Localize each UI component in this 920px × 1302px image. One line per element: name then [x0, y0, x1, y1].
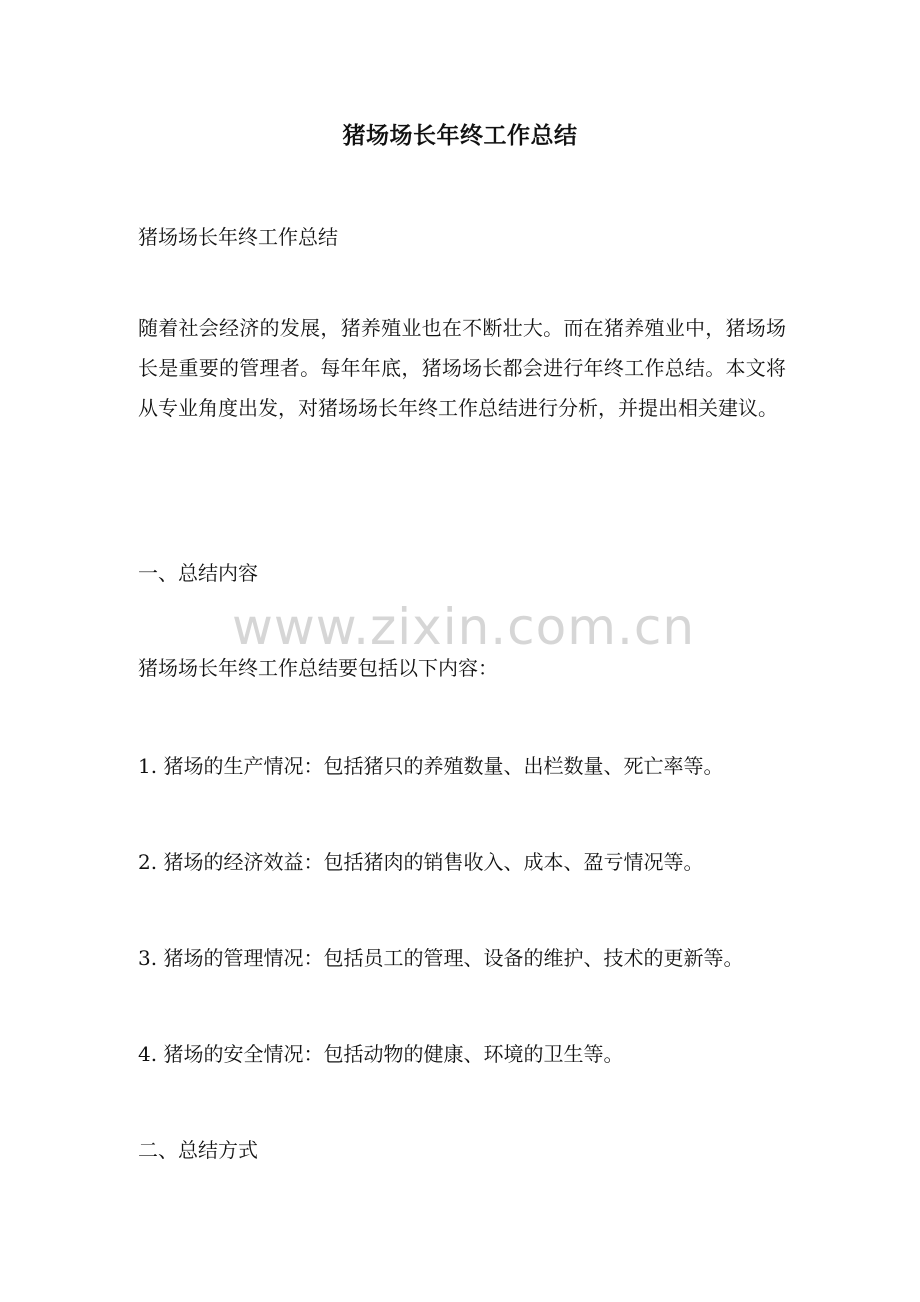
intro-paragraph: 随着社会经济的发展，猪养殖业也在不断壮大。而在猪养殖业中，猪场场长是重要的管理者。每年年底，猪场场长都会进行年终工作总结。本文将从专业角度出发，对猪场场长年终工作总结进行分析，并提出相关建议。: [138, 316, 786, 420]
section-lead-text: 猪场场长年终工作总结要包括以下内容：: [138, 656, 498, 680]
section-heading-method: 二、总结方式: [138, 1138, 258, 1162]
watermark: www.zixin.com.cn: [232, 598, 696, 656]
list-item: 3. 猪场的管理情况：包括员工的管理、设备的维护、技术的更新等。: [138, 946, 744, 970]
list-item: 1. 猪场的生产情况：包括猪只的养殖数量、出栏数量、死亡率等。: [138, 754, 724, 778]
list-item: 4. 猪场的安全情况：包括动物的健康、环境的卫生等。: [138, 1042, 624, 1066]
document-subtitle: 猪场场长年终工作总结: [138, 225, 338, 249]
section-heading-content: 一、总结内容: [138, 561, 258, 585]
document-title: 猪场场长年终工作总结: [342, 122, 578, 149]
list-item: 2. 猪场的经济效益：包括猪肉的销售收入、成本、盈亏情况等。: [138, 850, 704, 874]
